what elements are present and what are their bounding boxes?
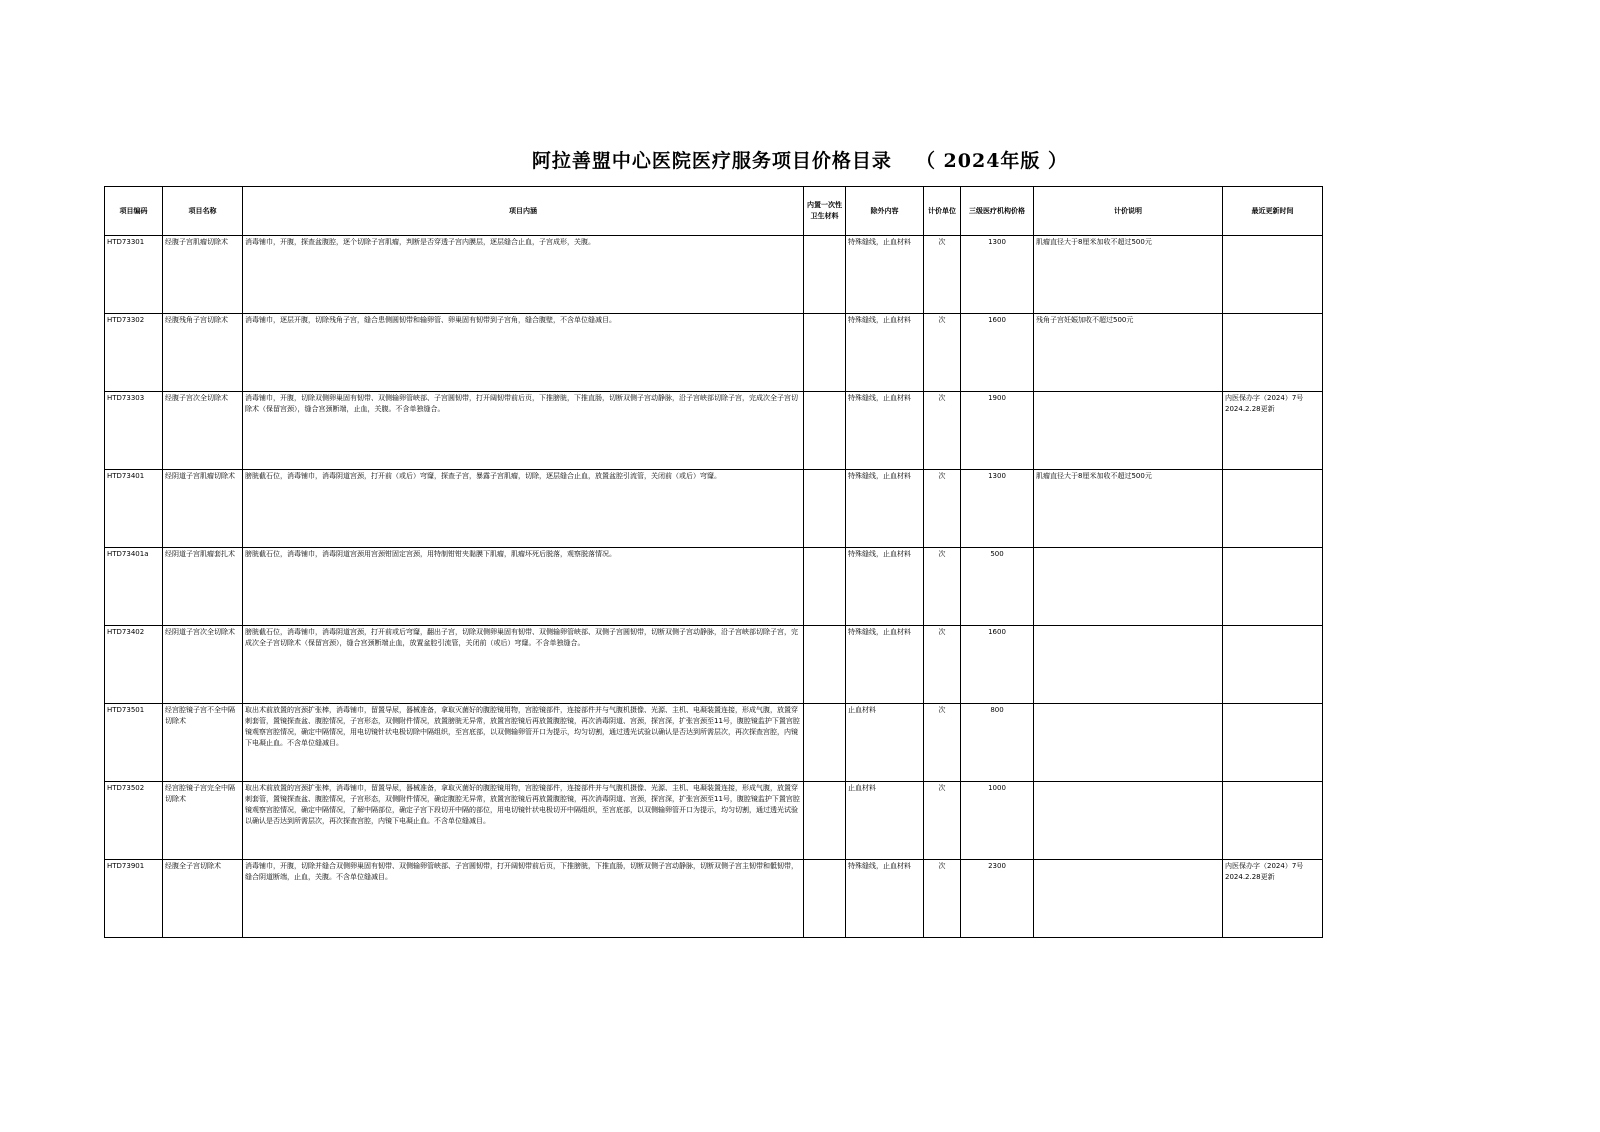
page-title — [0, 146, 1600, 173]
cell-excluded: 特殊缝线，止血材料 — [846, 314, 924, 392]
cell-unit: 次 — [924, 626, 961, 704]
cell-name: 经宫腔镜子宫完全中隔切除术 — [163, 782, 243, 860]
cell-excluded: 特殊缝线，止血材料 — [846, 236, 924, 314]
cell-price: 1000 — [961, 782, 1034, 860]
table-row — [105, 392, 1323, 470]
cell-name: 经腹全子宫切除术 — [163, 860, 243, 938]
cell-updated — [1223, 314, 1323, 392]
cell-updated — [1223, 626, 1323, 704]
cell-name: 经阴道子宫次全切除术 — [163, 626, 243, 704]
cell-included — [804, 392, 846, 470]
cell-unit: 次 — [924, 860, 961, 938]
cell-note — [1034, 626, 1223, 704]
cell-included — [804, 470, 846, 548]
table-row — [105, 704, 1323, 782]
cell-excluded: 止血材料 — [846, 782, 924, 860]
cell-code: HTD73502 — [105, 782, 163, 860]
cell-price: 1600 — [961, 626, 1034, 704]
header-excluded: 除外内容 — [846, 187, 924, 236]
cell-updated — [1223, 548, 1323, 626]
cell-note: 肌瘤直径大于8厘米加收不超过500元 — [1034, 236, 1223, 314]
cell-unit: 次 — [924, 314, 961, 392]
table-row — [105, 626, 1323, 704]
cell-price: 1900 — [961, 392, 1034, 470]
cell-name: 经宫腔镜子宫不全中隔切除术 — [163, 704, 243, 782]
cell-price: 1600 — [961, 314, 1034, 392]
table-row — [105, 470, 1323, 548]
cell-included — [804, 626, 846, 704]
header-included: 内置一次性卫生材料 — [804, 187, 846, 236]
cell-price: 800 — [961, 704, 1034, 782]
cell-included — [804, 548, 846, 626]
cell-content: 取出术前放置的宫颈扩张棒，消毒铺巾，留置导尿，器械准备，拿取灭菌好的腹腔镜用物，宫腔镜部件，连接部件并与气腹机摄像、光源、主机、电凝装置连接，形成气腹，放置穿刺套管，置镜探查盆、腹腔情况，子宫形态，双侧附件情况，确定腹腔无异常，放置宫腔镜后再放置腹腔镜，再次消毒阴道、宫颈，探宫深，扩张宫颈至11号，腹腔镜监护下置宫腔镜观察宫腔情况，确定中隔情况，了解中隔部位，确定子宫下段切开中隔的部位，用电切镜针状电极切开中隔组织，至宫底部，以双侧输卵管开口为提示，均匀切割，通过透光试验以确认是否达到所需层次，再次探查宫腔，内镜下电凝止血。不含单位缝减目。 — [243, 782, 804, 860]
cell-unit: 次 — [924, 470, 961, 548]
cell-excluded: 特殊缝线，止血材料 — [846, 470, 924, 548]
cell-note: 残角子宫妊娠加收不超过500元 — [1034, 314, 1223, 392]
header-content: 项目内涵 — [243, 187, 804, 236]
cell-excluded: 止血材料 — [846, 704, 924, 782]
cell-updated: 内医保办字（2024）7号 2024.2.28更新 — [1223, 860, 1323, 938]
edition-text: （ 2024年版 ） — [915, 150, 1069, 172]
cell-code: HTD73401a — [105, 548, 163, 626]
cell-note — [1034, 392, 1223, 470]
cell-unit: 次 — [924, 704, 961, 782]
cell-name: 经阴道子宫肌瘤切除术 — [163, 470, 243, 548]
cell-note: 肌瘤直径大于8厘米加收不超过500元 — [1034, 470, 1223, 548]
cell-note — [1034, 782, 1223, 860]
cell-code: HTD73302 — [105, 314, 163, 392]
cell-updated: 内医保办字（2024）7号 2024.2.28更新 — [1223, 392, 1323, 470]
cell-excluded: 特殊缝线，止血材料 — [846, 860, 924, 938]
cell-included — [804, 704, 846, 782]
cell-content: 膀胱截石位，消毒铺巾，消毒阴道宫颈，打开前或后穹窿，翻出子宫，切除双侧卵巢固有韧带、双侧输卵管峡部、双侧子宫圆韧带，切断双侧子宫动静脉，沿子宫峡部切除子宫，完成次全子宫切除术（保留宫颈），缝合宫颈断端止血，放置盆腔引流管，关闭前（或后）穹窿。不含单独缝合。 — [243, 626, 804, 704]
cell-included — [804, 860, 846, 938]
cell-code: HTD73401 — [105, 470, 163, 548]
cell-name: 经腹残角子宫切除术 — [163, 314, 243, 392]
cell-code: HTD73301 — [105, 236, 163, 314]
cell-updated — [1223, 470, 1323, 548]
price-table — [104, 186, 1323, 938]
cell-included — [804, 236, 846, 314]
cell-content: 取出术前放置的宫颈扩张棒，消毒铺巾，留置导尿，器械准备，拿取灭菌好的腹腔镜用物，宫腔镜部件，连接部件并与气腹机摄像、光源、主机、电凝装置连接，形成气腹，放置穿刺套管，置镜探查盆、腹腔情况，子宫形态，双侧附件情况，放置膀胱无异常，放置宫腔镜后再放置腹腔镜，再次消毒阴道、宫颈，探宫深，扩张宫颈至11号，腹腔镜监护下置宫腔镜观察宫腔情况，确定中隔情况，用电切镜针状电极切除中隔组织，至宫底部，以双侧输卵管开口为提示，均匀切割，通过透光试验以确认是否达到所需层次，再次探查宫腔，内镜下电凝止血。不含单位缝减目。 — [243, 704, 804, 782]
cell-content: 膀胱截石位，消毒铺巾，消毒阴道宫颈用宫颈钳固定宫颈，用特制钳钳夹黏膜下肌瘤，肌瘤坏死后脱落，观察脱落情况。 — [243, 548, 804, 626]
cell-code: HTD73402 — [105, 626, 163, 704]
cell-content: 消毒铺巾，逐层开腹，切除残角子宫，缝合患侧圆韧带和输卵管、卵巢固有韧带到子宫角，缝合腹壁，不含单位缝减目。 — [243, 314, 804, 392]
cell-unit: 次 — [924, 392, 961, 470]
cell-price: 1300 — [961, 470, 1034, 548]
cell-excluded: 特殊缝线，止血材料 — [846, 548, 924, 626]
cell-updated — [1223, 704, 1323, 782]
cell-note — [1034, 860, 1223, 938]
cell-excluded: 特殊缝线，止血材料 — [846, 626, 924, 704]
cell-name: 经阴道子宫肌瘤套扎术 — [163, 548, 243, 626]
cell-price: 2300 — [961, 860, 1034, 938]
table-row — [105, 236, 1323, 314]
cell-unit: 次 — [924, 782, 961, 860]
cell-content: 消毒铺巾，开腹，探查盆腹腔，逐个切除子宫肌瘤，判断是否穿透子宫内膜层，逐层缝合止血，子宫成形，关腹。 — [243, 236, 804, 314]
cell-content: 消毒铺巾，开腹，切除双侧卵巢固有韧带、双侧输卵管峡部、子宫圆韧带，打开阔韧带前后页，下推膀胱，下推直肠，切断双侧子宫动静脉，沿子宫峡部切除子宫，完成次全子宫切除术（保留宫颈），缝合宫颈断端，止血，关腹。不含单独缝合。 — [243, 392, 804, 470]
cell-price: 1300 — [961, 236, 1034, 314]
cell-unit: 次 — [924, 236, 961, 314]
cell-note — [1034, 548, 1223, 626]
header-price: 三级医疗机构价格 — [961, 187, 1034, 236]
cell-updated — [1223, 782, 1323, 860]
cell-unit: 次 — [924, 548, 961, 626]
table-row — [105, 860, 1323, 938]
cell-content: 膀胱截石位，消毒铺巾，消毒阴道宫颈，打开前（或后）穹窿，探查子宫，暴露子宫肌瘤，切除，逐层缝合止血，放置盆腔引流管，关闭前（或后）穹窿。 — [243, 470, 804, 548]
cell-content: 消毒铺巾，开腹，切除并缝合双侧卵巢固有韧带、双侧输卵管峡部、子宫圆韧带，打开阔韧带前后页，下推膀胱，下推直肠，切断双侧子宫动静脉，切断双侧子宫主韧带和骶韧带，缝合阴道断端，止血，关腹。不含单位缝减目。 — [243, 860, 804, 938]
cell-excluded: 特殊缝线，止血材料 — [846, 392, 924, 470]
header-name: 项目名称 — [163, 187, 243, 236]
cell-included — [804, 314, 846, 392]
header-note: 计价说明 — [1034, 187, 1223, 236]
table-row — [105, 314, 1323, 392]
cell-code: HTD73303 — [105, 392, 163, 470]
header-code: 项目编码 — [105, 187, 163, 236]
cell-note — [1034, 704, 1223, 782]
header-updated: 最近更新时间 — [1223, 187, 1323, 236]
title-text: 阿拉善盟中心医院医疗服务项目价格目录 — [531, 150, 892, 172]
cell-code: HTD73501 — [105, 704, 163, 782]
table-row — [105, 548, 1323, 626]
cell-code: HTD73901 — [105, 860, 163, 938]
cell-name: 经腹子宫肌瘤切除术 — [163, 236, 243, 314]
header-unit: 计价单位 — [924, 187, 961, 236]
cell-name: 经腹子宫次全切除术 — [163, 392, 243, 470]
table-header-row — [105, 187, 1323, 236]
table-row — [105, 782, 1323, 860]
cell-updated — [1223, 236, 1323, 314]
cell-price: 500 — [961, 548, 1034, 626]
cell-included — [804, 782, 846, 860]
